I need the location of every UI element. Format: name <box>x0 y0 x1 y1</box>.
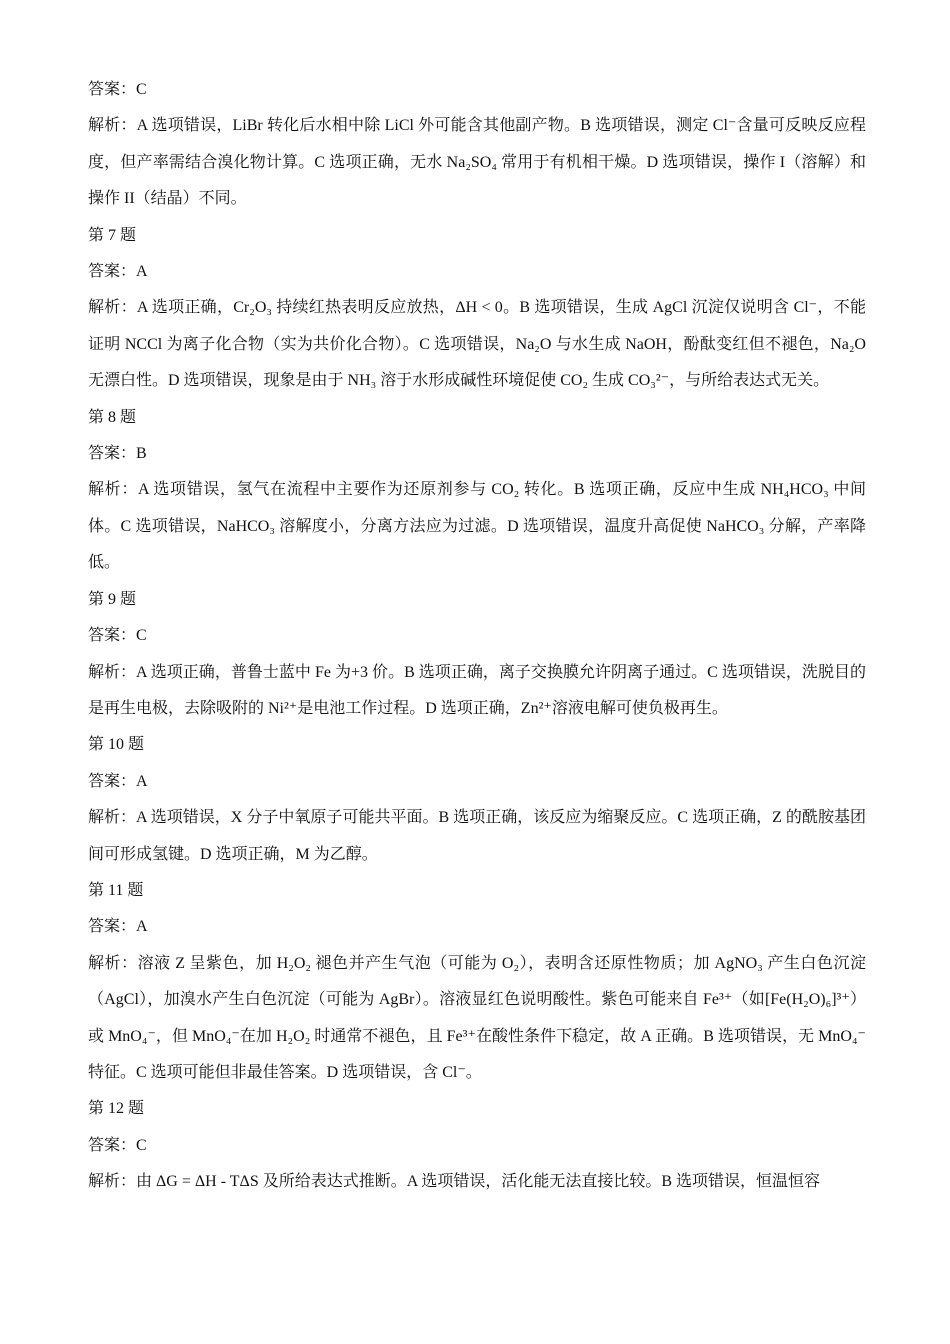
question-heading: 第 12 题 <box>88 1100 145 1118</box>
answer-line: 答案：A <box>88 918 148 936</box>
answer-line: 答案：A <box>88 263 148 281</box>
answer-line: 答案：C <box>88 627 147 645</box>
answer-line: 答案：B <box>88 445 147 463</box>
question-heading: 第 7 题 <box>88 226 137 244</box>
answer-line: 答案：C <box>88 81 147 98</box>
question-heading: 第 11 题 <box>88 881 144 899</box>
answer-line: 答案：C <box>88 1136 147 1154</box>
analysis-paragraph: 解析：A 选项正确，普鲁士蓝中 Fe 为+3 价。B 选项正确，离子交换膜允许阴离子通过。C 选项错误，洗脱目的是再生电极，去除吸附的 Ni²⁺是电池工作过程。D 选项正确，Zn²⁺溶液电解可使负极再生。 <box>88 663 866 717</box>
analysis-paragraph: 解析：由 ΔG = ΔH - TΔS 及所给表达式推断。A 选项错误，活化能无法直接比较。B 选项错误，恒温恒容 <box>88 1173 821 1191</box>
analysis-paragraph: 解析：A 选项错误，LiBr 转化后水相中除 LiCl 外可能含其他副产物。B 选项错误，测定 Cl⁻含量可反映反应程度，但产率需结合溴化物计算。C 选项正确，无水 Na₂SO₄ 常用于有机相干燥。D 选项错误，操作 I（溶解）和操作 II（结晶）不同。 <box>88 117 866 208</box>
document-page <box>88 72 866 1201</box>
question-heading: 第 10 题 <box>88 736 145 754</box>
answer-line: 答案：A <box>88 772 148 790</box>
question-heading: 第 8 题 <box>88 408 137 426</box>
analysis-paragraph: 解析：A 选项错误，氢气在流程中主要作为还原剂参与 CO₂ 转化。B 选项正确，反应中生成 NH₄HCO₃ 中间体。C 选项错误，NaHCO₃ 溶解度小，分离方法应为过滤。D 选项错误，温度升高促使 NaHCO₃ 分解，产率降低。 <box>88 481 866 572</box>
analysis-paragraph: 解析：A 选项错误，X 分子中氧原子可能共平面。B 选项正确，该反应为缩聚反应。C 选项正确，Z 的酰胺基团间可形成氢键。D 选项正确，M 为乙醇。 <box>88 809 866 863</box>
analysis-paragraph: 解析：溶液 Z 呈紫色，加 H₂O₂ 褪色并产生气泡（可能为 O₂），表明含还原性物质；加 AgNO₃ 产生白色沉淀（AgCl），加溴水产生白色沉淀（可能为 AgBr）。溶液显红色说明酸性。紫色可能来自 Fe³⁺（如[Fe(H₂O)₆]³⁺）或 MnO₄⁻，但 MnO₄⁻在加 H₂O₂ 时通常不褪色，且 Fe³⁺在酸性条件下稳定，故 A 正确。B 选项错误，无 MnO₄⁻特征。C 选项可能但非最佳答案。D 选项错误，含 Cl⁻。 <box>88 954 866 1081</box>
analysis-paragraph: 解析：A 选项正确，Cr₂O₃ 持续红热表明反应放热，ΔH < 0。B 选项错误，生成 AgCl 沉淀仅说明含 Cl⁻，不能证明 NCCl 为离子化合物（实为共价化合物）。C 选项错误，Na₂O 与水生成 NaOH，酚酞变红但不褪色，Na₂O 无漂白性。D 选项错误，现象是由于 NH₃ 溶于水形成碱性环境促使 CO₂ 生成 CO₃²⁻，与所给表达式无关。 <box>88 299 866 390</box>
question-heading: 第 9 题 <box>88 590 137 608</box>
